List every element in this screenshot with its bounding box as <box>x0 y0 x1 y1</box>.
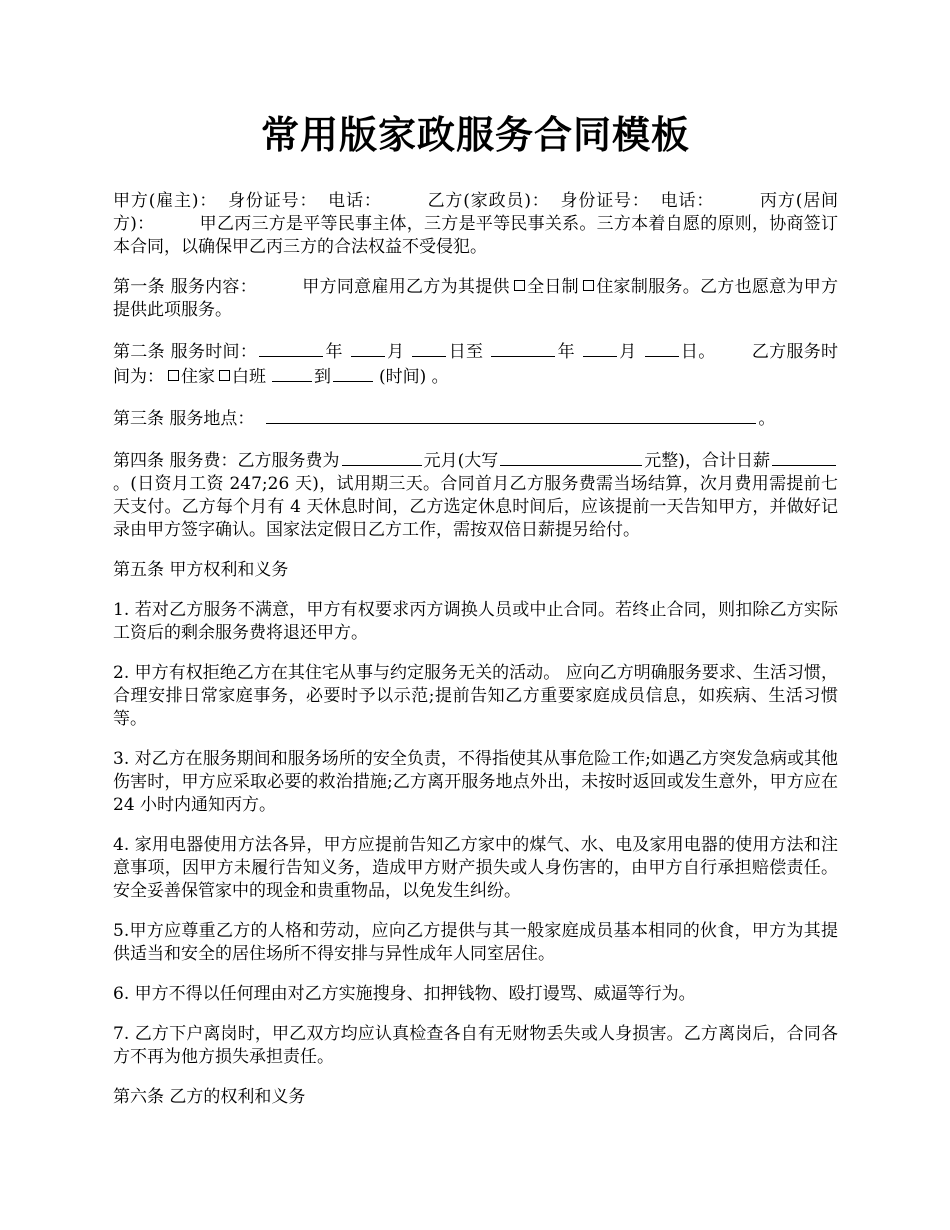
daily-wage-label: 元整)，合计日薪 <box>644 451 770 471</box>
article-3 <box>113 406 838 431</box>
article-3-heading: 第三条 服务地点： <box>113 409 255 429</box>
checkbox-full-time[interactable] <box>514 280 525 291</box>
time-from-blank[interactable] <box>272 364 312 382</box>
end-month-blank[interactable] <box>583 339 617 357</box>
article-5-item-1: 1. 若对乙方服务不满意，甲方有权要求丙方调换人员或中止合同。若终止合同，则扣除乙方实际工资后的剩余服务费将退还甲方。 <box>113 600 838 643</box>
article-6-heading: 第六条 乙方的权利和义务 <box>113 1087 306 1107</box>
article-5-item-4: 4. 家用电器使用方法各异，甲方应提前告知乙方家中的煤气、水、电及家用电器的使用方法和注意事项，因甲方未履行告知义务，造成甲方财产损失或人身伤害的，由甲方自行承担赔偿责任。安全妥善保管家中的现金和贵重物品，以免发生纠纷。 <box>113 835 838 901</box>
article-4 <box>113 448 838 542</box>
end-year-blank[interactable] <box>491 339 555 357</box>
day-label-2: 日。 <box>680 342 716 362</box>
start-year-blank[interactable] <box>259 339 323 357</box>
article-5-item-6: 6. 甲方不得以任何理由对乙方实施搜身、扣押钱物、殴打谩骂、威逼等行为。 <box>113 984 696 1004</box>
option-live-home: 住家 <box>181 367 215 387</box>
article-5-item-5: 5.甲方应尊重乙方的人格和劳动，应向乙方提供与其一般家庭成员基本相同的伙食，甲方为其提供适当和安全的居住场所不得安排与异性成年人同室居住。 <box>113 921 838 964</box>
party-b-phone-label: 电话： <box>659 191 715 211</box>
year-label: 年 <box>325 342 343 362</box>
article-2 <box>113 339 838 389</box>
option-full-time: 全日制 <box>526 277 579 297</box>
start-month-blank[interactable] <box>351 339 385 357</box>
article-2-heading: 第二条 服务时间： <box>113 342 258 362</box>
checkbox-day-shift[interactable] <box>219 370 230 381</box>
start-day-blank[interactable] <box>412 339 446 357</box>
document-title: 常用版家政服务合同模板 <box>260 112 690 157</box>
day-to-label: 日至 <box>448 342 484 362</box>
party-a-phone-label: 电话： <box>327 191 382 211</box>
article-1 <box>113 276 838 322</box>
parties-paragraph <box>113 190 838 259</box>
article-5-item-3: 3. 对乙方在服务期间和服务场所的安全负责，不得指使其从事危险工作;如遇乙方突发急病或其他伤害时，甲方应采取必要的救治措施;乙方离开服务地点外出，未按时返回或发生意外，甲方应在 24 小时内通知丙方。 <box>113 749 838 815</box>
checkbox-live-in[interactable] <box>583 280 594 291</box>
party-b-label: 乙方(家政员)： <box>426 191 550 211</box>
month-label-2: 月 <box>618 342 637 362</box>
option-day-shift: 白班 <box>232 367 266 387</box>
parties-statement: 甲乙丙三方是平等民事主体，三方是平等民事关系。三方本着自愿的原则，协商签订本合同，以确保甲乙丙三方的合法权益不受侵犯。 <box>113 214 839 257</box>
article-5-heading: 第五条 甲方权利和义务 <box>113 560 289 580</box>
time-label: (时间) 。 <box>379 367 449 387</box>
service-address-blank[interactable] <box>266 406 756 424</box>
month-label: 月 <box>386 342 405 362</box>
article-4-text: 。(日资月工资 247;26 天)，试用期三天。合同首月乙方服务费需当场结算，次月费用需提前七天支付。乙方每个月有 4 天休息时间，乙方选定休息时间后，应该提前一天告知甲方，并做好记录由甲方签字确认。国家法定假日乙方工作，需按双倍日薪提另给付。 <box>113 474 838 540</box>
service-hours-label: 乙方服务时间为： <box>113 342 839 387</box>
party-b-id-label: 身份证号： <box>559 191 650 211</box>
article-1-text: 甲方同意雇用乙方为其提供 <box>302 277 510 297</box>
end-day-blank[interactable] <box>645 339 679 357</box>
checkbox-live-home[interactable] <box>168 370 179 381</box>
daily-wage-blank[interactable] <box>772 448 836 466</box>
article-4-heading: 第四条 服务费：乙方服务费为 <box>113 451 340 471</box>
to-label: 到 <box>314 367 331 387</box>
monthly-fee-blank[interactable] <box>342 448 422 466</box>
option-live-in: 住家制服务。乙方也愿意为甲方提供此项服务。 <box>113 277 839 320</box>
fee-uppercase-blank[interactable] <box>500 448 642 466</box>
party-a-id-label: 身份证号： <box>227 191 318 211</box>
article-3-end: 。 <box>758 409 776 429</box>
article-1-heading: 第一条 服务内容： <box>113 277 258 297</box>
fee-unit-label: 元月(大写 <box>423 451 499 471</box>
article-5-item-7: 7. 乙方下户离岗时，甲乙双方均应认真检查各自有无财物丢失或人身损害。乙方离岗后，合同各方不再为他方损失承担责任。 <box>113 1024 838 1067</box>
article-5-item-2: 2. 甲方有权拒绝乙方在其住宅从事与约定服务无关的活动。 应向乙方明确服务要求、生活习惯，合理安排日常家庭事务，必要时予以示范;提前告知乙方重要家庭成员信息，如疾病、生活习惯等。 <box>113 663 838 729</box>
party-c-label: 丙方(居间方)： <box>113 191 839 234</box>
year-label-2: 年 <box>557 342 575 362</box>
time-to-blank[interactable] <box>333 364 373 382</box>
party-a-label: 甲方(雇主)： <box>113 191 218 211</box>
